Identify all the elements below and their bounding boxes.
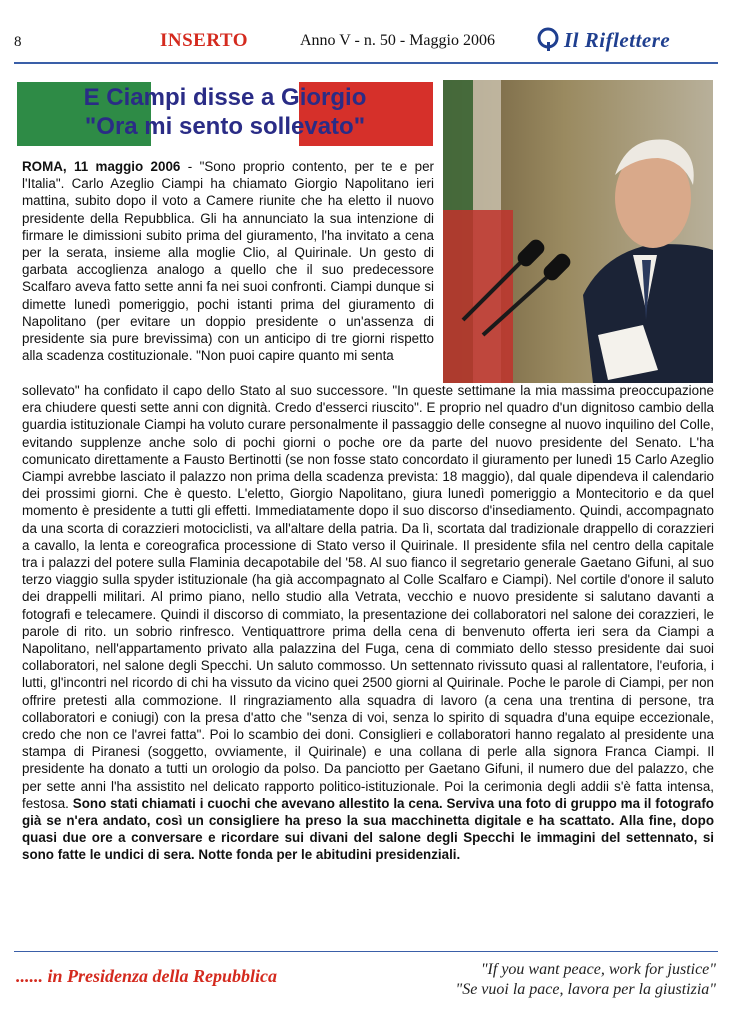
title-line-2: "Ora mi sento sollevato" [84, 113, 366, 140]
article-body [22, 382, 714, 864]
title-line-1: E Ciampi disse a Giorgio [83, 84, 367, 111]
body-text: sollevato" ha confidato il capo dello Stato al suo successore. "In queste settimane la mia massima preoccupazione era chiudere questi sette anni con dignità. Credo d'esserci riuscito". E proprio nel quadro d'un dignitoso cambio della guardia istituzionale Ciampi ha voluto curare personalmente il passaggio delle consegne al nuovo inquilino del Colle, evitando supplenze anche solo di pochi giorni o poche ore da parte del nuovo presidente del Senato. L'ha comunicato direttamente a Fausto Bertinotti (se non fosse stato concordato il giuramento per lunedì 15 Carlo Azeglio Ciampi avrebbe lasciato il palazzo non prima della scadenza prevista: 18 maggio), dal quale dipendeva il calendario dei prossimi giorni. Che è questo. L'eletto, Giorgio Napolitano, giura lunedì pomeriggio a Montecitorio e da quel momento è presidente a tutti gli effetti. Immediatamente dopo il suo discorso d'insediamento. Quindi, accompagnato da una scorta di corazzieri motociclisti, va all'altare della patria. Da lì, scortata dal tradizionale drappello di corazzieri a cavallo, la lenta e coreografica processione di Stato verso il Quirinale. Il presidente sfila nel centro della capitale tra i palazzi del potere sulla Flaminia decapotabile del '58. Al suo fianco il segretario generale Gaetano Gifuni, al suo terzo viaggio sulla spyder istituzionale (ha già accompagnato al Colle Scalfaro e Ciampi). Nel cortile d'onore il saluto dei drappelli militari. Al primo piano, nello studio alla Vetrata, vecchio e nuovo presidente si salutano davanti a fotografi e telecamere. Quindi il discorso di commiato, la presentazione dei collaboratori nel salone dei corazzieri, le parole di rito. un sobrio rinfresco. Ventiquattrore prima della cena di benvenuto offerta ieri sera da Ciampi a Napolitano, nell'appartamento privato alla palazzina del Fuga, cena di commiato dello stesso presidente dai suoi collaboratori, nel salone degli Specchi. Un saluto commosso. Un settennato rivissuto quasi al rallentatore, l'euforia, i lutti, gl'incontri nel ricordo di chi ha vissuto da vicino quei 2500 giorni al Quirinale. Poche le parole di Ciampi, per non offrire pretesti alla commozione. Il ringraziamento alla squadra di lavoro (a cena una trentina di persone, tra collaboratori e coniugi) con la presa d'atto che "senza di voi, senza lo spirito di squadra d'una equipe eccezionale, credo che non ce l'avrei fatta". Poi lo scambio dei doni. Consiglieri e collaboratori hanno regalato al presidente una stampa di Piranesi (soggetto, ovviamente, il Quirinale) e una collana di perle alla signora Franca Ciampi. Il presidente ha donato a tutti un orologio da polso. Da panciotto per Gaetano Gifuni, il numero due del palazzo, che per sette anni l'ha assistito nel delicato rapporto politico-istituzionale. Poi la cerimonia degli addii s'è fatta intensa, festosa. [22, 383, 714, 811]
motto-italian: "Se vuoi la pace, lavora per la giustizia" [455, 981, 716, 998]
footer-motto [420, 960, 716, 1000]
logo-text: Il Riflettere [564, 28, 671, 52]
body-bold-text: Sono stati chiamati i cuochi che avevano allestito la cena. Serviva una foto di gruppo ma il fotografo già se n'era andato, così un consigliere ha preso la sua macchinetta digitale e ha scattato. Alla fine, dopo quasi due ore a conversare e ricordare sui divani del salone degli Specchi le immagini del settennato, si sono fatte le undici di sera. Notte fonda per le abitudini presidenziali. [22, 795, 714, 863]
article-lede [22, 158, 434, 364]
article-title [17, 83, 433, 141]
issue-info: Anno V - n. 50 - Maggio 2006 [300, 32, 495, 49]
lede-text: - "Sono proprio contento, per te e per l'Italia". Carlo Azeglio Ciampi ha chiamato Giorgio Napolitano ieri mattina, subito dopo il voto a Camere riunite che ha eletto il nuovo presidente della Repubblica. Gli ha annunciato la sua intenzione di firmare le dimissioni subito prima del giuramento, l'ha invitato a cena per la serata, insieme alla moglie Clio, al Quirinale. Un gesto di garbata accoglienza analogo a quello che il suo predecessore Scalfaro aveva fatto sette anni fa nei suoi confronti. Ciampi dunque si dimette lunedì pomeriggio, pochi istanti prima del giuramento di Napolitano (per evitare un doppio presidente o un'assenza di presidente sia pure brevissima) con un anticipo di tre giorni rispetto alla scadenza costituzionale. "Non puoi capire quanto mi senta [22, 159, 434, 364]
photo-president-speaking [443, 80, 713, 383]
masthead-logo [536, 26, 716, 54]
footer-rule [14, 951, 718, 952]
section-label: INSERTO [160, 30, 249, 51]
page-header [0, 0, 730, 60]
motto-english: "If you want peace, work for justice" [480, 961, 716, 978]
page-number: 8 [14, 34, 22, 50]
logo-mark-icon [536, 26, 562, 52]
dateline: ROMA, 11 maggio 2006 [22, 159, 181, 174]
footer-section: ...... in Presidenza della Repubblica [16, 966, 277, 986]
header-rule [14, 62, 718, 64]
